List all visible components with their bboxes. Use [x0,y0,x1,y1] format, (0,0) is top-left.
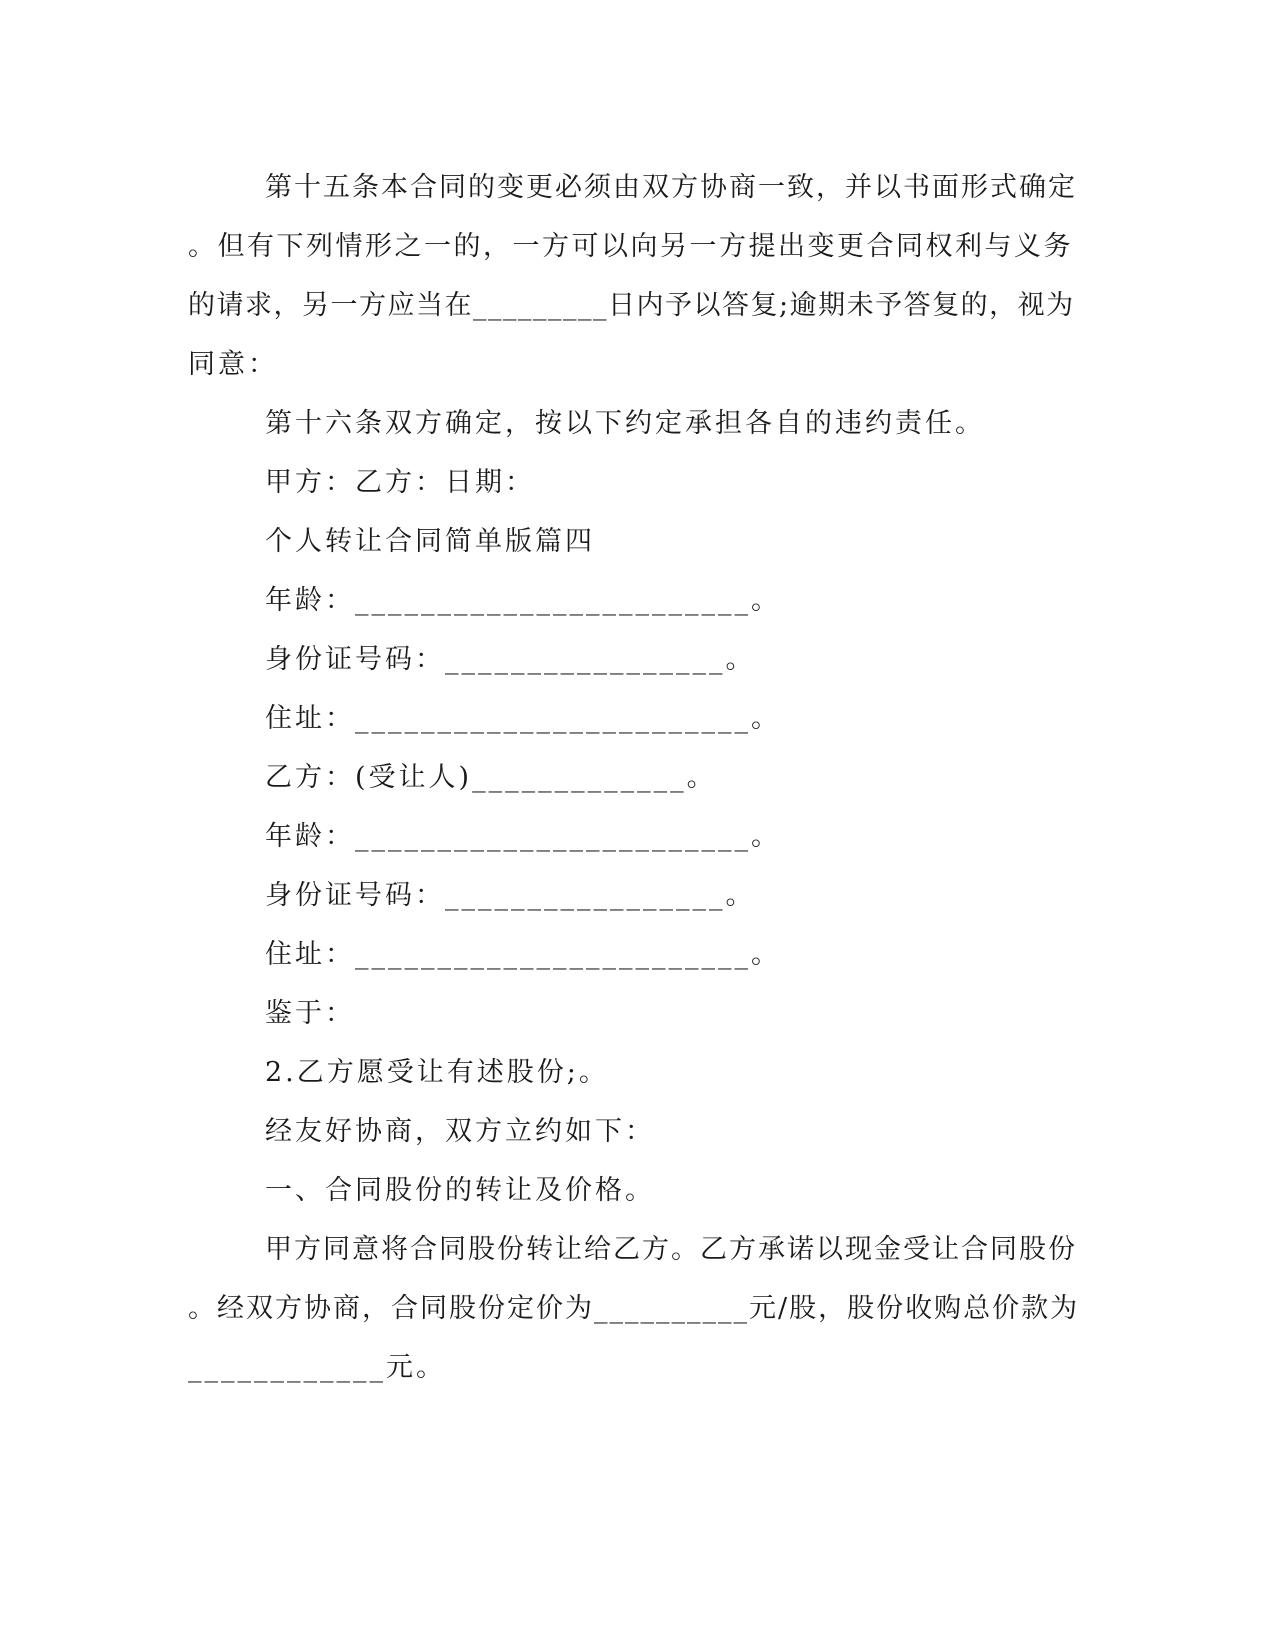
text-line-9: 身份证号码：_________________。 [265,644,756,675]
text-line-3: 的请求，另一方应当在_________日内予以答复;逾期未予答复的，视为 [188,290,1075,321]
text-line-19: 甲方同意将合同股份转让给乙方。乙方承诺以现金受让合同股份 [265,1234,1077,1265]
text-line-20: 。经双方协商，合同股份定价为__________元/股，股份收购总价款为 [188,1293,1080,1324]
text-line-15: 鉴于： [265,998,355,1029]
section-heading: 个人转让合同简单版篇四 [265,526,595,557]
text-line-11: 乙方：(受让人)_____________。 [265,762,717,793]
text-line-10: 住址：________________________。 [265,703,781,734]
text-line-6: 甲方：乙方：日期： [265,467,535,498]
text-line-1: 第十五条本合同的变更必须由双方协商一致，并以书面形式确定 [265,172,1077,203]
text-line-16: 2.乙方愿受让有述股份;。 [265,1057,609,1088]
text-line-4: 同意： [188,349,278,380]
text-line-8: 年龄：________________________。 [265,585,781,616]
text-line-13: 身份证号码：_________________。 [265,880,756,911]
text-line-18: 一、合同股份的转让及价格。 [265,1175,655,1206]
text-line-5: 第十六条双方确定，按以下约定承担各自的违约责任。 [265,408,985,439]
text-line-17: 经友好协商，双方立约如下： [265,1116,655,1147]
text-line-21: ____________元。 [188,1352,446,1383]
text-line-14: 住址：________________________。 [265,939,781,970]
text-line-12: 年龄：________________________。 [265,821,781,852]
text-line-2: 。但有下列情形之一的，一方可以向另一方提出变更合同权利与义务 [188,231,1073,262]
